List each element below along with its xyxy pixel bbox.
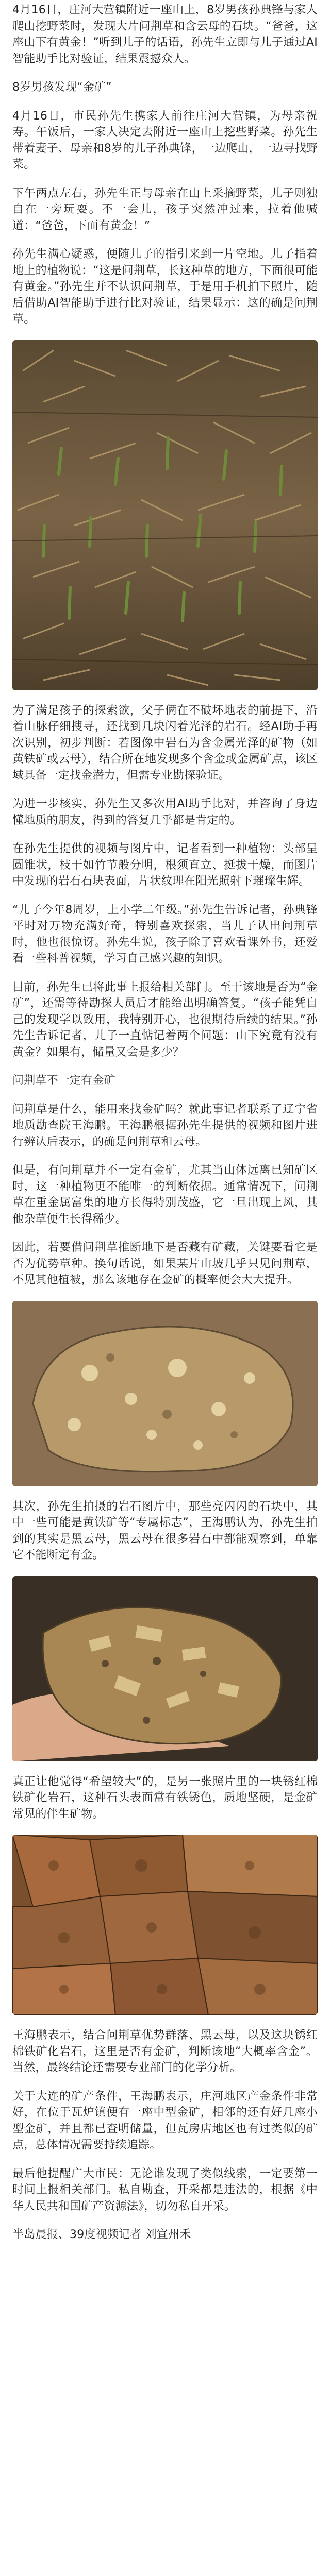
horsetail-field-image [12, 340, 318, 690]
paragraph-legal-reminder: 最后他提醒广大市民：无论谁发现了类似线索，一定要第一时间上报相关部门。私自勘查，开采都是违法的，根据《中华人民共和国矿产资源法》，切勿私自开采。 [12, 2167, 318, 2213]
paragraph-search-rocks: 为了满足孩子的探索欲，父子俩在不破坏地表的前提下，沿着山脉仔细搜寻，还找到几块闪着光泽的岩石。经AI助手再次识别，初步判断：若图像中岩石为含金属光泽的矿物（如黄铁矿或云母），结合所在地发现多个含金或金属矿点，该区域具备一定找金潜力，但需专业勘探验证。 [12, 704, 318, 782]
paragraph-boy-curious: “儿子今年8周岁，上小学二年级。”孙先生告诉记者，孙典锋平时对万物充满好奇，特别喜欢探索，当儿子认出问荆草时，他也很惊讶。孙先生说，孩子除了喜欢看课外书，还爱看一些科普视频，学习自己感兴趣的知识。 [12, 903, 318, 965]
paragraph-expert-judgment: 王海鹏表示，结合问荆草优势群落、黑云母，以及这块锈红棉铁矿化岩石，这里是否有金矿，判断该地“大概率含金”。当然，最终结论还需要专业部门的化学分析。 [12, 2029, 318, 2074]
paragraph-rust-ore: 真正让他觉得“希望较大”的，是另一张照片里的一块锈红棉铁矿化岩石，这种石头表面常有铁锈色，质地坚硬，是金矿常见的伴生矿物。 [12, 1775, 318, 1821]
paragraph-mica-explanation: 其次，孙先生拍摄的岩石图片中，那些亮闪闪的石块中，其中一些可能是黄铁矿等“专属标志”，王海鹏认为，孙先生拍到的其实是黑云母，黑云母在很多岩石中都能观察到，单靠它不能断定有金。 [12, 1500, 318, 1562]
rust-red-ore-rocks-image [12, 1835, 318, 2015]
mica-rock-image [12, 1301, 318, 1486]
subheading-not-always-gold: 问荆草不一定有金矿 [12, 1074, 116, 1087]
paragraph-intro: 4月16日，庄河大营镇附近一座山上，8岁男孩孙典锋与家人爬山挖野菜时，发现大片问荆草和含云母的石块。“爸爸，这座山下有黄金！”听到儿子的话语，孙先生立即与儿子通过AI智能助手比对验证，结果震撼众人。 [12, 4, 318, 65]
paragraph-horsetail-verify: 孙先生满心疑惑，便随儿子的指引来到一片空地。儿子指着地上的植物说：“这是问荆草，长这种草的地方，下面很可能有黄金。”孙先生并不认识问荆草，于是用手机拍下照片，随后借助AI智能助手进行比对验证，结果显示：这的确是问荆草。 [12, 248, 318, 326]
paragraph-not-sole-indicator: 但是，有问荆草并不一定有金矿，尤其当山体远离已知矿区时，这一种植物更不能唯一的判断依据。通常情况下，问荆草在重金属富集的地方长得特别茂盛，它一旦出现上风，其他杂草便生长得稀少。 [12, 1164, 318, 1226]
rust-red-ore-rocks-photo [12, 1835, 318, 2015]
paragraph-expert-contact: 问荆草是什么，能用来找金矿吗？就此事记者联系了辽宁省地质勘查院王海鹏。王海鹏根据孙先生提供的视频和图片进行辨认后表示，的确是问荆草和云母。 [12, 1103, 318, 1148]
paragraph-reported: 目前，孙先生已将此事上报给相关部门。至于该地是否为“金矿”，还需等待勘探人员后才能给出明确答复。“孩子能凭自己的发现学以致用，我特别开心，也很期待后续的结果。”孙先生告诉记者，儿子一直惦记着两个问题：山下究竟有没有黄金？如果有，储量又会是多少？ [12, 980, 318, 1059]
mica-rock-photo [12, 1301, 318, 1486]
paragraph-boy-shouts: 下午两点左右，孙先生正与母亲在山上采摘野菜，儿子则独自在一旁玩耍。不一会儿，孩子突然冲过来，拉着他喊道：“爸爸，下面有黄金！” [12, 187, 318, 232]
paragraph-family-trip: 4月16日，市民孙先生携家人前往庄河大营镇，为母亲祝寿。午饭后，一家人决定去附近一座山上挖些野菜。孙先生带着妻子、母亲和8岁的儿子孙典锋，一边爬山，一边寻找野菜。 [12, 109, 318, 171]
paragraph-dalian-geology: 关于大连的矿产条件，王海鹏表示，庄河地区产金条件非常好，在位于瓦炉镇便有一座中型金矿，相邻的还有好几座小型金矿，并且都已查明储量，但瓦房店地区也有过类似的矿点，总体情况需要持续追踪。 [12, 2090, 318, 2151]
horsetail-field-photo [12, 340, 318, 690]
subheading-boy-found-gold: 8岁男孩发现“金矿” [12, 81, 112, 94]
paragraph-further-verify: 为进一步核实，孙先生又多次用AI助手比对，并咨询了身边懂地质的朋友，得到的答复几乎都是肯定的。 [12, 798, 318, 827]
mica-rock-in-hand-image [12, 1576, 318, 1761]
byline: 半岛晨报、39度视频记者 刘宣州禾 [12, 2228, 191, 2241]
paragraph-dominant-species: 因此，若要借问荆草推断地下是否藏有矿藏，关键要看它是否为优势草种。换句话说，如果某片山坡几乎只见问荆草，不见其他植被，那么该地存在金矿的概率便会大大提升。 [12, 1241, 318, 1286]
mica-rock-in-hand-photo [12, 1576, 318, 1761]
paragraph-plant-description: 在孙先生提供的视频与图片中，记者看到一种植物：头部呈圆锥状，枝干如竹节般分明，根须直立、挺拔干燥，而图片中发现的岩石石块表面，片状纹理在阳光照射下璀璨生辉。 [12, 842, 318, 888]
